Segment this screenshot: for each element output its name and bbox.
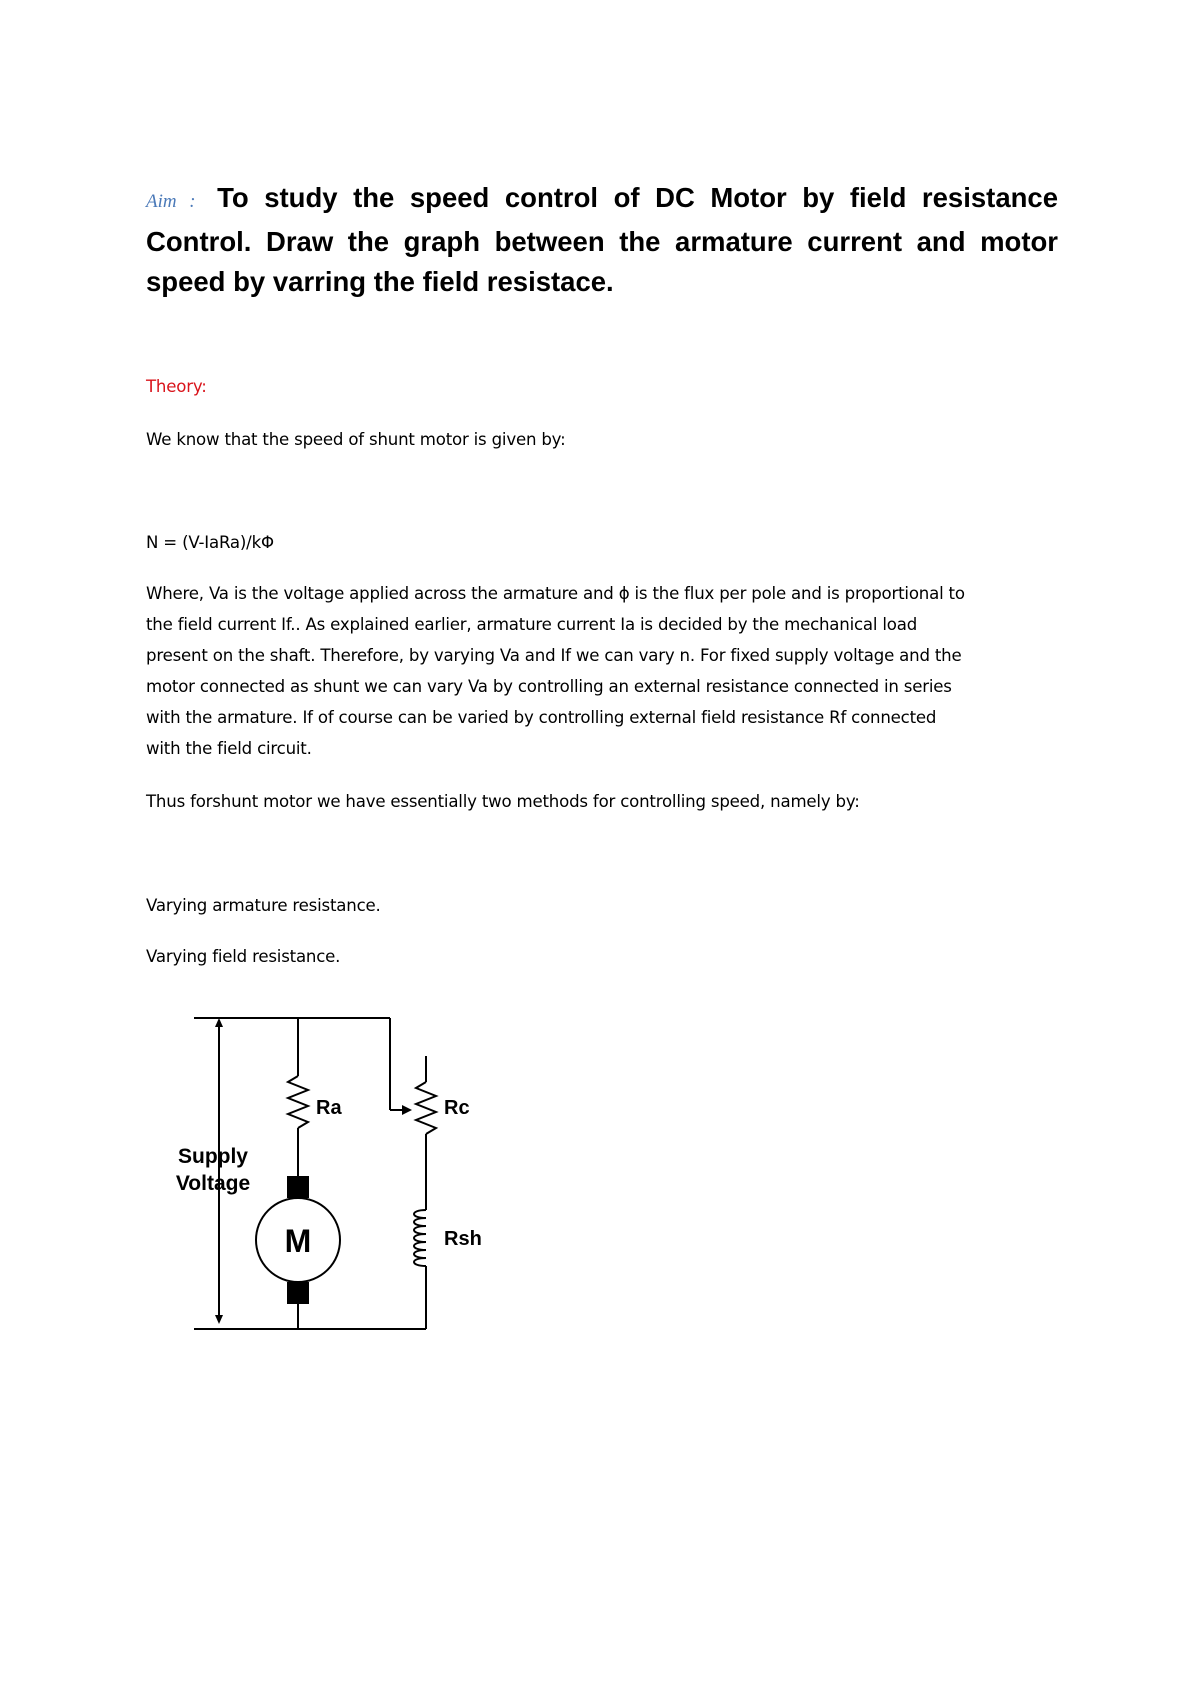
rc-resistor	[416, 1082, 436, 1134]
explanation-line: Where, Va is the voltage applied across the armature and ϕ is the flux per pole and is proportional to	[146, 584, 965, 603]
explanation-line: present on the shaft. Therefore, by varying Va and If we can vary n. For fixed supply voltage and the	[146, 646, 962, 665]
motor-label: M	[284, 1223, 312, 1259]
methods-intro: Thus forshunt motor we have essentially two methods for controlling speed, namely by:	[146, 792, 860, 811]
aim-label: Aim :	[146, 191, 196, 212]
motor-brush-bottom	[287, 1282, 309, 1304]
method-item-armature: Varying armature resistance.	[146, 896, 381, 915]
rsh-field-coil	[414, 1210, 426, 1266]
supply-label-line2: Voltage	[175, 1172, 251, 1195]
explanation-line: with the field circuit.	[146, 739, 312, 758]
rheostat-wiper-arrow	[402, 1105, 412, 1115]
supply-label-line1: Supply	[177, 1145, 249, 1168]
rsh-label: Rsh	[444, 1228, 482, 1250]
ra-resistor	[288, 1076, 308, 1128]
shunt-motor-circuit-diagram	[150, 1000, 510, 1340]
theory-explanation	[146, 578, 1066, 764]
explanation-line: with the armature. If of course can be varied by controlling external field resistance Rf connected	[146, 708, 937, 727]
rc-label: Rc	[444, 1097, 470, 1119]
speed-formula: N = (V-IaRa)/kΦ	[146, 533, 274, 552]
supply-arrowhead-bottom	[215, 1315, 223, 1324]
theory-intro: We know that the speed of shunt motor is given by:	[146, 430, 566, 449]
motor-brush-top	[287, 1176, 309, 1198]
supply-arrowhead-top	[215, 1018, 223, 1027]
explanation-line: the field current If.. As explained earlier, armature current Ia is decided by the mechanical load	[146, 615, 918, 634]
aim-text: To study the speed control of DC Motor by field resistance Control. Draw the graph between the armature current and motor speed by varring the field resistace.	[146, 182, 1059, 297]
method-item-field: Varying field resistance.	[146, 947, 341, 966]
theory-heading: Theory:	[146, 377, 207, 396]
ra-label: Ra	[316, 1097, 342, 1119]
aim-paragraph	[146, 178, 1058, 302]
explanation-line: motor connected as shunt we can vary Va by controlling an external resistance connected in series	[146, 677, 952, 696]
